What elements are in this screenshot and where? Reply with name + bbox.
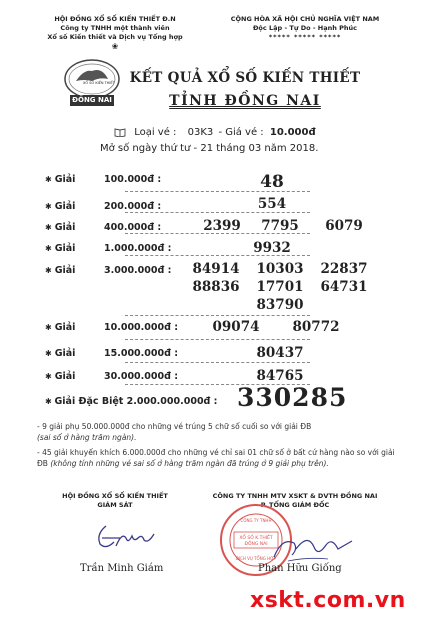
prize-label-text: Giải <box>54 174 76 185</box>
left-signature <box>92 520 162 556</box>
winning-number: 83790 <box>256 297 304 313</box>
prize-amount: 10.000.000đ : <box>104 322 179 333</box>
left-sign-org: HỘI ĐỒNG XỔ SỐ KIẾN THIẾT <box>62 492 168 500</box>
draw-date: Mở số ngày thứ tư - 21 tháng 03 năm 2018. <box>100 143 319 154</box>
winning-number: 80437 <box>256 345 304 361</box>
winning-number: 9932 <box>253 240 291 256</box>
ticket-price-value: 10.000đ <box>269 127 316 138</box>
prize-label <box>45 322 75 333</box>
right-sign-role: P. TỔNG GIÁM ĐỐC <box>260 501 330 509</box>
prize-star-icon: ✱ <box>45 266 52 275</box>
org-sub-1: Công ty TNHH một thành viên <box>60 24 170 32</box>
flower-mark: ❀ <box>111 42 119 51</box>
left-sign-role: GIÁM SÁT <box>97 501 133 509</box>
svg-text:DỊCH VỤ TỔNG HỢP: DỊCH VỤ TỔNG HỢP <box>235 556 277 561</box>
note-1-text: - 9 giải phụ 50.000.000đ cho những vé trúng 5 chữ số cuối so với giải ĐB <box>37 422 312 431</box>
left-signatory-title <box>45 492 185 510</box>
logo-text: ĐỒNG NAI <box>72 96 112 104</box>
prize-label <box>45 201 75 212</box>
svg-text:XỔ SỐ K.THIẾT: XỔ SỐ K.THIẾT <box>239 536 273 541</box>
winning-number: 554 <box>257 196 287 212</box>
prize-star-icon: ✱ <box>45 223 52 232</box>
ticket-info <box>114 127 316 138</box>
prize-label <box>45 371 75 382</box>
right-sign-org: CÔNG TY TNHH MTV XSKT & DVTH ĐỒNG NAI <box>212 492 378 500</box>
svg-text:ĐỒNG NAI: ĐỒNG NAI <box>244 542 268 547</box>
special-prize-number: 330285 <box>237 383 348 412</box>
result-title: KẾT QUẢ XỔ SỐ KIẾN THIẾT <box>129 70 361 86</box>
winning-number: 17701 <box>256 279 304 295</box>
prize-amount: 3.000.000đ : <box>104 265 172 276</box>
row-divider <box>125 362 310 363</box>
province-title: TỈNH ĐỒNG NAI <box>169 93 321 109</box>
note-1 <box>37 421 407 443</box>
book-icon <box>114 128 126 137</box>
winning-number: 7795 <box>261 218 299 234</box>
winning-number: 48 <box>260 172 284 192</box>
special-prize-row <box>45 389 217 408</box>
row-divider <box>125 212 310 213</box>
winning-number: 2399 <box>203 218 241 234</box>
org-name: HỘI ĐỒNG XỔ SỐ KIẾN THIẾT Đ.N <box>54 15 176 23</box>
right-signatory-name: Phan Hữu Giống <box>258 563 342 574</box>
winning-number: 10303 <box>256 261 304 277</box>
prize-label-text: Giải <box>54 265 76 276</box>
winning-number: 84914 <box>192 261 240 277</box>
row-divider <box>125 339 310 340</box>
prize-label-text: Giải <box>54 348 76 359</box>
org-sub-2: Xổ số Kiến thiết và Dịch vụ Tổng hợp <box>47 33 183 41</box>
note-1-italic: (sai số ở hàng trăm ngàn). <box>37 433 137 442</box>
prize-label <box>45 174 75 185</box>
winning-number: 64731 <box>320 279 368 295</box>
prize-amount: 100.000đ : <box>104 174 162 185</box>
winning-number: 84765 <box>256 368 304 384</box>
note-2-italic: (không tính những vé sai số ở hàng trăm ngàn đã trúng ở 9 giải phụ trên). <box>50 459 329 468</box>
row-divider <box>125 315 310 316</box>
winning-number: 6079 <box>325 218 363 234</box>
motto: Độc Lập - Tự Do - Hạnh Phúc <box>252 24 358 32</box>
prize-amount: 200.000đ : <box>104 201 162 212</box>
winning-number: 22837 <box>320 261 368 277</box>
row-divider <box>125 255 310 256</box>
header-left <box>40 15 190 51</box>
prize-amount: 1.000.000đ : <box>104 243 172 254</box>
prize-label <box>45 265 75 276</box>
prize-star-icon: ✱ <box>45 175 52 184</box>
header-right <box>205 15 405 42</box>
prize-label <box>45 348 75 359</box>
prize-amount: 15.000.000đ : <box>104 348 179 359</box>
notes <box>37 421 407 469</box>
special-star-icon: ✱ <box>45 397 55 406</box>
site-watermark: xskt.com.vn <box>250 588 406 613</box>
winning-number: 09074 <box>212 319 260 335</box>
prize-star-icon: ✱ <box>45 202 52 211</box>
row-divider <box>125 233 310 234</box>
prize-amount: 400.000đ : <box>104 222 162 233</box>
nation-name: CỘNG HÒA XÃ HỘI CHỦ NGHĨA VIỆT NAM <box>230 15 380 23</box>
left-signatory-name: Trần Minh Giám <box>80 563 164 574</box>
winning-number: 88836 <box>192 279 240 295</box>
dong-nai-logo <box>62 57 122 107</box>
prize-star-icon: ✱ <box>45 244 52 253</box>
ticket-price-label: - Giá vé : <box>218 127 264 138</box>
prize-label-text: Giải <box>54 371 76 382</box>
prize-label-text: Giải <box>54 322 76 333</box>
logo-small-text: XỔ SỐ KIẾN THIẾT <box>83 81 115 85</box>
winning-number: 80772 <box>292 319 340 335</box>
prize-label-text: Giải <box>54 243 76 254</box>
note-2-text: - 45 giải khuyến khích 6.000.000đ cho những vé chỉ sai 01 chữ số ở bất cứ hàng nào so với giải ĐB <box>37 448 395 468</box>
prize-label-text: Giải <box>54 222 76 233</box>
special-prize-label: Giải Đặc Biệt 2.000.000.000đ : <box>54 396 218 407</box>
ticket-type-value: 03K3 <box>187 127 214 138</box>
prize-star-icon: ✱ <box>45 372 52 381</box>
prize-label-text: Giải <box>54 201 76 212</box>
province-title-wrap <box>120 90 370 109</box>
prize-amount: 30.000.000đ : <box>104 371 179 382</box>
prize-label <box>45 243 75 254</box>
prize-star-icon: ✱ <box>45 323 52 332</box>
note-2 <box>37 447 407 469</box>
row-divider <box>125 191 310 192</box>
prize-star-icon: ✱ <box>45 349 52 358</box>
prize-label <box>45 222 75 233</box>
ticket-type-label: Loại vé : <box>134 127 177 138</box>
motto-stars: ***** ***** ***** <box>268 33 342 41</box>
svg-text:CÔNG TY TNHH: CÔNG TY TNHH <box>240 518 272 523</box>
